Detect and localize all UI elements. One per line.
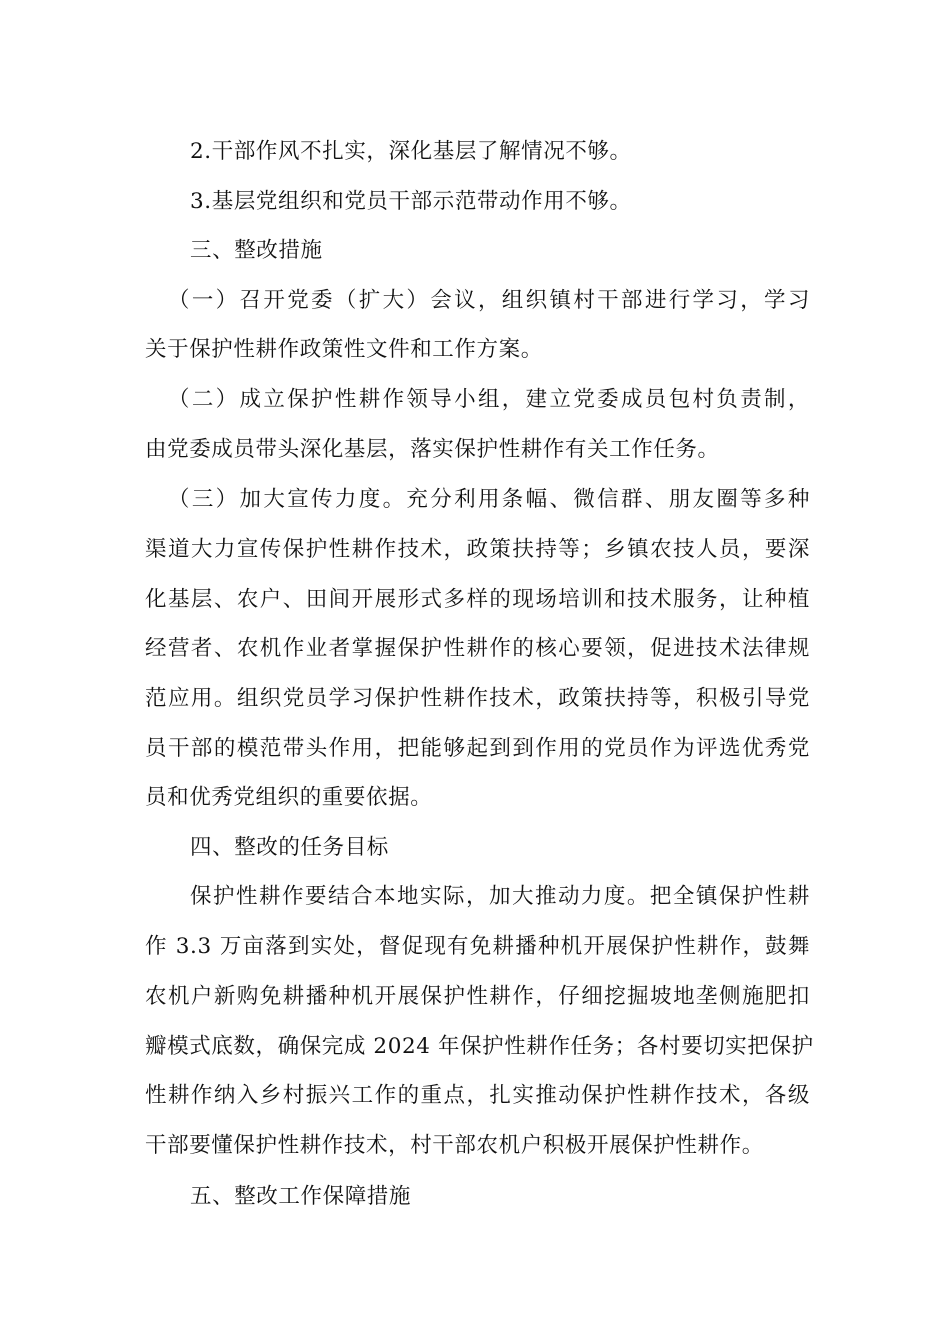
measure-3-line: 员干部的模范带头作用，把能够起到到作用的党员作为评选优秀党 bbox=[145, 736, 810, 761]
measure-2-line: 由党委成员带头深化基层，落实保护性耕作有关工作任务。 bbox=[145, 437, 720, 462]
goals-paragraph-line: 保护性耕作要结合本地实际，加大推动力度。把全镇保护性耕 bbox=[190, 884, 810, 909]
problem-item-2: 2.干部作风不扎实，深化基层了解情况不够。 bbox=[190, 139, 632, 164]
goals-paragraph-line: 干部要懂保护性耕作技术，村干部农机户积极开展保护性耕作。 bbox=[145, 1133, 764, 1158]
goals-paragraph-line: 性耕作纳入乡村振兴工作的重点，扎实推动保护性耕作技术，各级 bbox=[145, 1083, 810, 1108]
measure-3-line: 范应用。组织党员学习保护性耕作技术，政策扶持等，积极引导党 bbox=[145, 686, 810, 711]
measure-3-line: 经营者、农机作业者掌握保护性耕作的核心要领，促进技术法律规 bbox=[145, 636, 810, 661]
problem-item-3: 3.基层党组织和党员干部示范带动作用不够。 bbox=[190, 189, 632, 214]
section-heading-measures: 三、整改措施 bbox=[190, 238, 323, 263]
measure-1-line: （一）召开党委（扩大）会议，组织镇村干部进行学习，学习 bbox=[168, 288, 810, 313]
measure-1-line: 关于保护性耕作政策性文件和工作方案。 bbox=[145, 337, 543, 362]
goals-paragraph-line: 瓣模式底数，确保完成 2024 年保护性耕作任务；各村要切实把保护 bbox=[145, 1034, 814, 1059]
measure-3-line: 渠道大力宣传保护性耕作技术，政策扶持等；乡镇农技人员，要深 bbox=[145, 537, 810, 562]
goals-paragraph-line: 农机户新购免耕播种机开展保护性耕作，仔细挖掘坡地垄侧施肥扣 bbox=[145, 984, 810, 1009]
measure-2-line: （二）成立保护性耕作领导小组，建立党委成员包村负责制， bbox=[168, 387, 810, 412]
measure-3-line: 化基层、农户、田间开展形式多样的现场培训和技术服务，让种植 bbox=[145, 587, 810, 612]
section-heading-safeguards: 五、整改工作保障措施 bbox=[190, 1184, 412, 1209]
section-heading-goals: 四、整改的任务目标 bbox=[190, 835, 389, 860]
goals-paragraph-line: 作 3.3 万亩落到实处，督促现有免耕播种机开展保护性耕作，鼓舞 bbox=[145, 934, 810, 959]
measure-3-line: （三）加大宣传力度。充分利用条幅、微信群、朋友圈等多种 bbox=[168, 487, 810, 512]
measure-3-line: 员和优秀党组织的重要依据。 bbox=[145, 785, 433, 810]
